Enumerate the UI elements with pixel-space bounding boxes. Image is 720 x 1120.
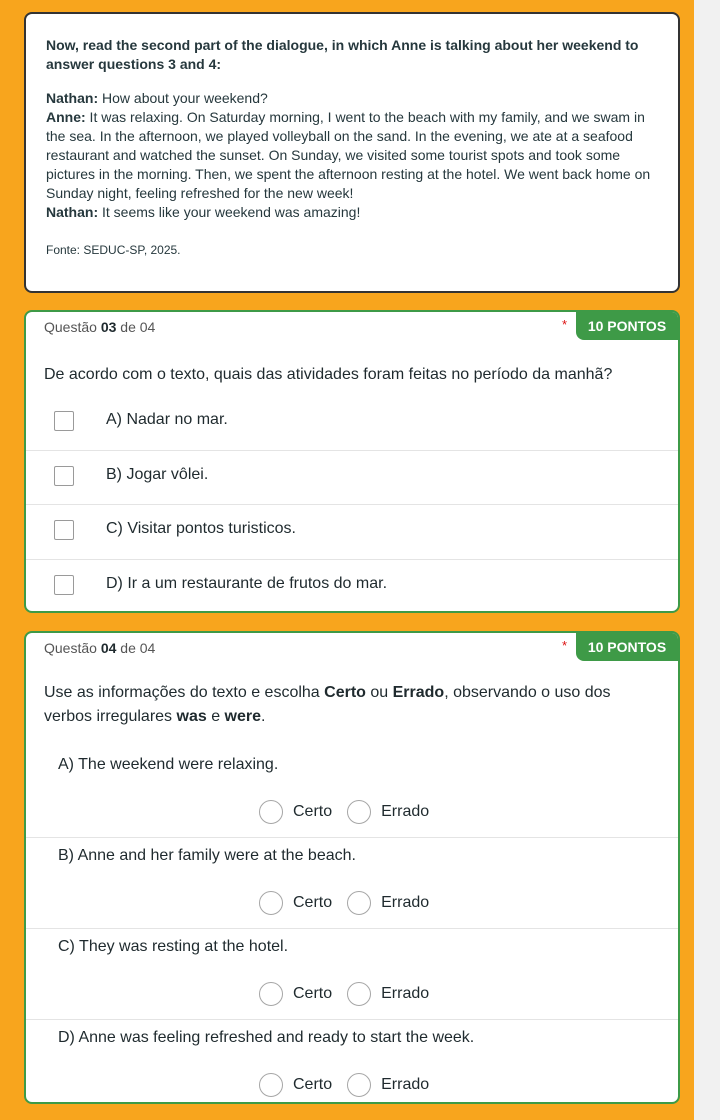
- question-header: [26, 633, 678, 661]
- passage-card: [24, 12, 680, 293]
- passage-source: Fonte: SEDUC-SP, 2025.: [46, 243, 181, 257]
- checkbox[interactable]: [54, 575, 74, 595]
- checkbox[interactable]: [54, 411, 74, 431]
- text-emphasis: were: [224, 708, 262, 725]
- statement-a: [26, 747, 678, 838]
- option-label: B) Jogar vôlei.: [106, 465, 209, 483]
- radio-group: [259, 800, 429, 824]
- text-emphasis: Certo: [324, 684, 366, 701]
- radio-group: [259, 1073, 429, 1097]
- choice-certo[interactable]: [259, 891, 332, 915]
- question-label-prefix: Questão: [44, 640, 101, 656]
- option-c[interactable]: [26, 505, 678, 560]
- statement-text: C) They was resting at the hotel.: [58, 938, 289, 955]
- statement-text: D) Anne was feeling refreshed and ready to start the week.: [58, 1029, 475, 1046]
- question-text: De acordo com o texto, quais das atividades foram feitas no período da manhã?: [44, 366, 613, 383]
- scrollbar[interactable]: [694, 0, 720, 1120]
- question-text: [26, 661, 678, 729]
- text-fragment: ou: [365, 684, 393, 701]
- radio-button[interactable]: [347, 800, 371, 824]
- radio-label: Errado: [381, 803, 430, 820]
- question-number: [44, 640, 155, 656]
- checkbox[interactable]: [54, 466, 74, 486]
- question-card-4: [24, 631, 680, 1104]
- dialogue-line: [46, 108, 658, 203]
- question-header: [26, 312, 678, 340]
- radio-group: [259, 982, 429, 1006]
- options-list: [26, 396, 678, 613]
- radio-button[interactable]: [259, 1073, 283, 1097]
- passage-intro: Now, read the second part of the dialogue, in which Anne is talking about her weekend to answer questions 3 and 4:: [46, 37, 639, 72]
- choice-errado[interactable]: [347, 982, 429, 1006]
- choice-errado[interactable]: [347, 891, 429, 915]
- choice-errado[interactable]: [347, 1073, 429, 1097]
- statement-d: [26, 1020, 678, 1104]
- text-fragment: Use as informações do texto e escolha: [44, 684, 325, 701]
- choice-certo[interactable]: [259, 982, 332, 1006]
- statement-c: [26, 929, 678, 1020]
- radio-label: Certo: [293, 894, 333, 911]
- radio-label: Errado: [381, 985, 430, 1002]
- question-label-suffix: de 04: [116, 640, 156, 656]
- choice-errado[interactable]: [347, 800, 429, 824]
- points-badge: 10 PONTOS: [576, 312, 678, 340]
- points-badge: 10 PONTOS: [576, 633, 678, 661]
- question-label-suffix: de 04: [116, 319, 156, 335]
- text-emphasis: Errado: [392, 684, 445, 701]
- question-label-prefix: Questão: [44, 319, 101, 335]
- statement-text: B) Anne and her family were at the beach.: [58, 847, 356, 864]
- option-label: C) Visitar pontos turisticos.: [106, 520, 296, 537]
- speaker-name: Nathan:: [46, 90, 99, 106]
- radio-group: [259, 891, 429, 915]
- speaker-name: Anne:: [46, 109, 86, 125]
- question-number: [44, 319, 155, 335]
- statement-text: A) The weekend were relaxing.: [58, 756, 279, 773]
- radio-button[interactable]: [259, 982, 283, 1006]
- question-number-value: 03: [100, 319, 117, 335]
- option-b[interactable]: [26, 451, 678, 506]
- text-fragment: .: [261, 708, 266, 725]
- radio-label: Errado: [381, 1076, 430, 1093]
- option-d[interactable]: [26, 560, 678, 614]
- dialogue-text: It was relaxing. On Saturday morning, I went to the beach with my family, and we swam in the sea. In the afternoon, we played volleyball on the sand. In the evening, we ate at a seafood restaurant and watched the sunset. On Sunday, we visited some tourist spots and took some pictures in the morning. Then, we spent the afternoon resting at the hotel. We went back home on Sunday night, feeling refreshed for the new week!: [46, 109, 651, 201]
- text-emphasis: was: [176, 708, 207, 725]
- radio-button[interactable]: [259, 800, 283, 824]
- speaker-name: Nathan:: [46, 204, 99, 220]
- dialogue-text: It seems like your weekend was amazing!: [98, 204, 361, 220]
- radio-label: Certo: [293, 985, 333, 1002]
- text-fragment: e: [206, 708, 225, 725]
- radio-button[interactable]: [347, 1073, 371, 1097]
- statement-list: [26, 747, 678, 1104]
- statement-b: [26, 838, 678, 929]
- question-number-value: 04: [100, 640, 117, 656]
- dialogue-line: [46, 89, 658, 108]
- required-mark: *: [562, 638, 568, 653]
- option-label: A) Nadar no mar.: [106, 411, 228, 428]
- option-label: D) Ir a um restaurante de frutos do mar.: [106, 574, 388, 592]
- choice-certo[interactable]: [259, 1073, 332, 1097]
- option-a[interactable]: [26, 396, 678, 451]
- required-mark: *: [562, 317, 568, 332]
- radio-button[interactable]: [347, 982, 371, 1006]
- checkbox[interactable]: [54, 520, 74, 540]
- radio-button[interactable]: [347, 891, 371, 915]
- radio-button[interactable]: [259, 891, 283, 915]
- choice-certo[interactable]: [259, 800, 332, 824]
- radio-label: Certo: [293, 1076, 333, 1093]
- question-card-3: [24, 310, 680, 613]
- dialogue-line: [46, 203, 658, 222]
- radio-label: Errado: [381, 894, 430, 911]
- radio-label: Certo: [293, 803, 333, 820]
- dialogue-text: How about your weekend?: [98, 90, 268, 106]
- text-fragment: , observando o uso dos verbos irregulares: [44, 684, 611, 725]
